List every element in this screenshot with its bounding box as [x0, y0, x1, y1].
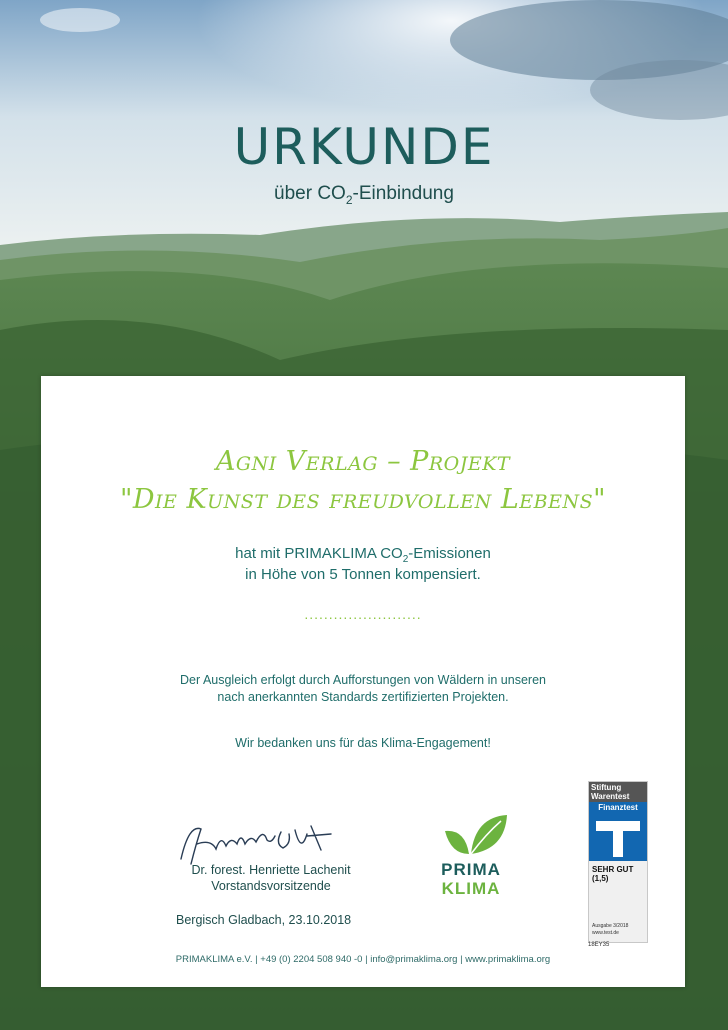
logo-line2: KLIMA — [441, 879, 501, 898]
compensation-text-line2: in Höhe von 5 Tonnen kompensiert. — [245, 566, 481, 583]
footer-contact: PRIMAKLIMA e.V. | +49 (0) 2204 508 940 -0 | info@primaklima.org | www.primaklima.org — [175, 954, 551, 965]
seal-issue: Ausgabe 3/2018 — [592, 923, 629, 929]
seal-header-line1: Stiftung — [591, 783, 622, 792]
seal-header — [589, 782, 647, 802]
seal-header-line2: Warentest — [591, 792, 630, 801]
project-name-line2: "Die Kunst des freudvollen Lebens" — [119, 484, 607, 515]
project-name-line1: Agni Verlag – Projekt — [215, 446, 511, 477]
logo-line1: PRIMA — [441, 860, 501, 879]
thanks-text: Wir bedanken uns für das Klima-Engagement! — [235, 736, 491, 750]
compensation-prefix: hat mit PRIMAKLIMA CO — [235, 545, 403, 562]
compensation-subscript: 2 — [402, 554, 409, 565]
document-subtitle — [0, 183, 728, 207]
seal-grade-label: SEHR GUT — [592, 865, 634, 874]
dotted-divider: ........................ — [304, 606, 422, 622]
subtitle-prefix: über CO — [274, 183, 346, 204]
document-title: URKUNDE — [233, 118, 495, 176]
subtitle-subscript: 2 — [345, 192, 353, 207]
seal-category: Finanztest — [589, 802, 647, 813]
subtitle-suffix: -Einbindung — [352, 183, 454, 204]
signer-role: Vorstandsvorsitzende — [211, 879, 331, 893]
seal-t-mark — [589, 813, 647, 861]
certificate-card — [41, 376, 685, 987]
info-text-line2: nach anerkannten Standards zertifizierten Projekten. — [217, 690, 509, 704]
signer-name: Dr. forest. Henriette Lachenit — [191, 863, 351, 877]
compensation-suffix: -Emissionen — [408, 545, 491, 562]
place-and-date: Bergisch Gladbach, 23.10.2018 — [176, 913, 352, 927]
leaf-icon — [445, 815, 507, 854]
t-logo-icon — [589, 813, 647, 861]
stiftung-warentest-seal — [588, 781, 648, 943]
info-text-line1: Der Ausgleich erfolgt durch Aufforstungen von Wäldern in unseren — [180, 673, 546, 687]
seal-url: www.test.de — [592, 930, 619, 936]
seal-score: (1,5) — [592, 874, 609, 883]
seal-code: 18EY35 — [588, 942, 610, 948]
primaklima-logo — [431, 809, 511, 899]
seal-grade — [589, 861, 647, 883]
